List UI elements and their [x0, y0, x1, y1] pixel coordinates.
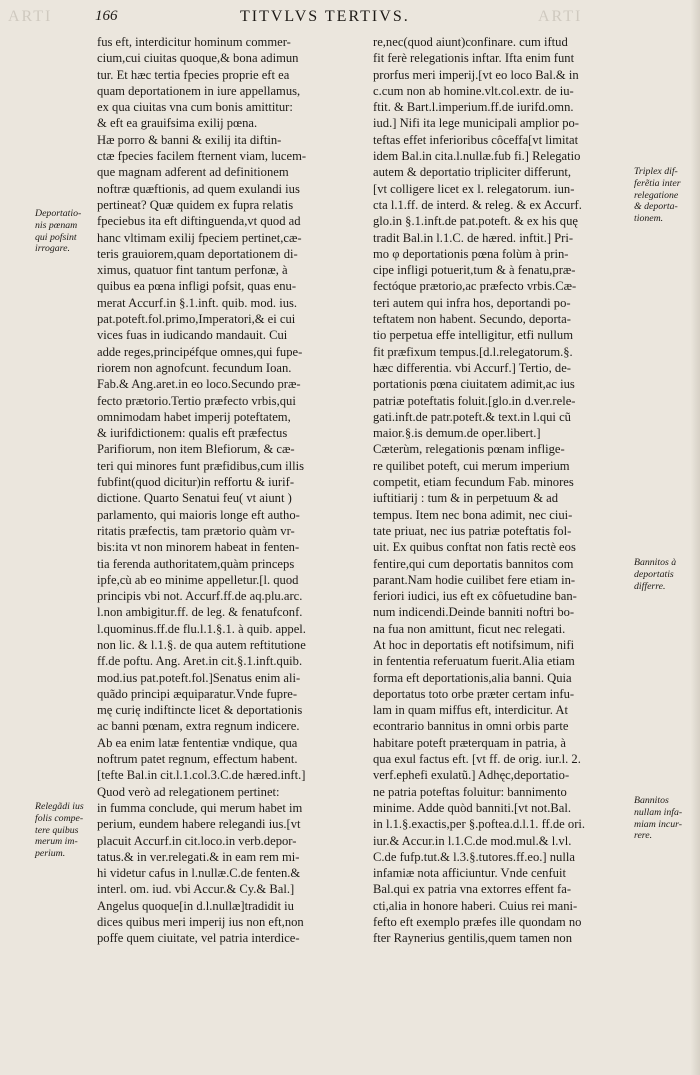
- text-line: tradit Bal.in l.1.C. de hæred. inftit.] Pri-: [373, 230, 574, 245]
- margin-note-line: tere quibus: [35, 824, 79, 836]
- text-line: Fab.& Ang.aret.in eo loco.Secundo præ-: [97, 377, 301, 392]
- text-line: Bal.qui ex patria vna extorres effent fa-: [373, 882, 572, 897]
- text-line: in fumma conclude, qui merum habet im: [97, 800, 303, 815]
- text-line: num indicendi.Deinde banniti noftri bo-: [373, 605, 575, 620]
- text-line: na fua non amittunt, ficut nec relegati.: [373, 621, 566, 636]
- margin-note-banniti-deportatis: [634, 557, 696, 592]
- text-line: noftræ quæftionis, ad quem exulandi ius: [97, 181, 300, 196]
- margin-note-line: merum im-: [35, 836, 78, 848]
- text-line: qua exul factus eft. [vt ff. de orig. iur.l. 2.: [373, 752, 581, 767]
- text-line: Cæterùm, relegationis pœnam inflige-: [373, 442, 565, 457]
- margin-note-line: rere.: [634, 830, 653, 842]
- text-line: fpeciebus ita eft diftinguenda,vt quod ad: [97, 214, 301, 229]
- margin-note-line: & deporta-: [634, 201, 678, 213]
- text-line: poffe quem ciuitate, vel patria interdice-: [97, 931, 300, 946]
- text-line: re quilibet poteft, cui merum imperium: [373, 458, 570, 473]
- text-line: fectóque prætorio,ac præfecto vrbis.Cæ-: [373, 279, 577, 294]
- bleed-through-text-left: ARTI: [8, 8, 53, 25]
- text-line: parlamento, qui maioris longe eft autho-: [97, 507, 300, 522]
- margin-note-line: nullam infa-: [634, 806, 683, 818]
- text-line: ritatis præfectis, tam prætorio quàm vr-: [97, 523, 295, 538]
- margin-note-line: miam incur-: [634, 818, 682, 830]
- margin-note-deportatio: [35, 208, 97, 255]
- text-line: quam deportationem in iure appellamus,: [97, 83, 301, 98]
- text-line: hæc differentia. vbi Accurf.] Tertio, de-: [373, 360, 571, 375]
- text-line: c.cum non ab homine.vlt.col.extr. de iu-: [373, 83, 574, 98]
- margin-note-line: Deportatio-: [35, 208, 82, 219]
- text-line: fit ferè relegationis inftar. Ifta enim funt: [373, 51, 575, 66]
- text-line: glo.in §.1.inft.de pat.poteft. & ex his quę: [373, 214, 578, 229]
- text-line: fter Raynerius gentilis,quem tamen non: [373, 931, 573, 946]
- text-line: quibus ea pœna infligi pofsit, quas enu-: [97, 279, 297, 294]
- margin-note-line: qui pofsint: [35, 231, 77, 243]
- text-line: bis:ita vt non minorem habeat in fenten-: [97, 540, 300, 555]
- text-line: quãdo principi æquiparatur.Vnde fupre-: [97, 686, 298, 701]
- text-line: que magnam adferent ad definitionem: [97, 165, 289, 180]
- text-line: fecto prætorio.Tertio præfecto vrbis,qui: [97, 393, 296, 408]
- text-line: prorfus meri imperij.[vt eo loco Bal.& in: [373, 67, 579, 82]
- text-line: gati.inft.de patr.poteft.& text.in l.qui cũ: [373, 409, 571, 424]
- text-line: fus eft, interdicitur hominum commer-: [97, 35, 291, 49]
- text-line: teri qui minores funt præfidibus,cum illis: [97, 458, 305, 473]
- margin-note-line: ferẽtia inter: [634, 177, 681, 189]
- text-line: parant.Nam hodie cuilibet fere etiam in-: [373, 572, 576, 587]
- margin-note-line: deportatis: [634, 568, 674, 580]
- margin-note-line: perium.: [35, 848, 66, 860]
- margin-note-line: differre.: [634, 580, 666, 592]
- text-line: dictione. Quarto Senatui feu( vt aiunt ): [97, 491, 292, 506]
- text-line: teftas effet inferioribus côceffa[vt limitat: [373, 132, 579, 147]
- text-line: tia ferenda authoritatem,quàm princeps: [97, 556, 295, 571]
- margin-note-line: Bannitos: [634, 795, 669, 806]
- text-line: interl. om. iud. vbi Accur.& Cy.& Bal.]: [97, 882, 295, 897]
- text-line: habitare poteft præterquam in patria, à: [373, 735, 567, 750]
- text-line: dices quibus meri imperij ius non eft,non: [97, 915, 304, 930]
- text-line: omnimodam habet imperij poteftatem,: [97, 409, 291, 424]
- text-line: hanc vltimam exilij fpeciem pertinet,cæ-: [97, 230, 302, 245]
- text-line: deportatus toto orbe præter certam infu-: [373, 686, 575, 701]
- text-line: tempus. Item nec bona adimit, nec ciui-: [373, 507, 573, 522]
- text-line: principis vbi not. Accurf.ff.de aq.plu.arc.: [97, 589, 303, 604]
- text-line: C.de fufp.tut.& l.3.§.tutores.ff.eo.] nulla: [373, 849, 575, 864]
- text-line: fentire,qui cum deportatis bannitos com: [373, 556, 574, 571]
- text-line: mę curię indiftincte licet & deportationis: [97, 703, 303, 718]
- margin-note-triplex: [634, 166, 696, 225]
- text-line: fefto eft exemplo præfes ille quondam no: [373, 915, 582, 930]
- text-line: verf.ephefi exulatũ.] Adhęc,deportatio-: [373, 768, 570, 783]
- text-line: in fententia referuatum fuerit.Alia etiam: [373, 654, 575, 669]
- text-line: mod.ius pat.poteft.fol.]Senatus enim ali-: [97, 670, 301, 685]
- page-header: [0, 8, 700, 32]
- text-line: ctæ fpecies facilem fternent viam, lucem-: [97, 149, 307, 164]
- text-line: & eft ea grauifsima exilij pœna.: [97, 116, 258, 131]
- text-line: ne patria poteftas foluitur: bannimento: [373, 784, 567, 799]
- text-line: Ab ea enim latæ fententiæ vndique, qua: [97, 735, 298, 750]
- text-line: tate priuat, nec ius patriæ poteftatis fol-: [373, 523, 572, 538]
- text-line: pat.poteft.fol.primo,Imperatori,& ei cui: [97, 312, 296, 327]
- text-line: portationis pœna ciuitatem adimit,ac ius: [373, 377, 575, 392]
- text-line: vices fuas in iudicando mandauit. Cui: [97, 328, 288, 343]
- text-line: l.quominus.ff.de flu.l.1.§.1. à quib. appel.: [97, 621, 306, 636]
- text-line: teri autem qui infra hos, deportandi po-: [373, 295, 571, 310]
- text-line: hi videtur cafus in l.nullæ.C.de fenten.&: [97, 866, 301, 881]
- text-line: Quod verò ad relegationem pertinet:: [97, 784, 280, 799]
- text-line: patriæ poteftatis foluit.[glo.in d.ver.rele-: [373, 393, 576, 408]
- text-line: noftrum patet regnum, effectum habent.: [97, 752, 298, 767]
- text-line: iur.& Accur.in l.1.C.de mod.mul.& l.vl.: [373, 833, 572, 848]
- text-line: Hæ porro & banni & exilij ita diftin-: [97, 132, 282, 147]
- margin-note-line: irrogare.: [35, 243, 70, 255]
- margin-note-line: tionem.: [634, 213, 664, 225]
- text-line: [vt colligere licet ex l. relegatorum. iun-: [373, 181, 575, 196]
- margin-note-line: Relegãdi ius: [35, 801, 84, 812]
- text-line: tio perpetua effe intelligitur, etfi nullum: [373, 328, 574, 343]
- margin-note-line: Triplex dif-: [634, 166, 678, 177]
- text-line: uit. Ex quibus conftat non fatis rectè eos: [373, 540, 576, 555]
- text-line: adde reges,principéfque omnes,qui fupe-: [97, 344, 303, 359]
- text-line: iuftitiarij : tum & in perpetuum & ad: [373, 491, 559, 506]
- text-line: econtrario bannitus in omni orbis parte: [373, 719, 569, 734]
- text-line: ipfe,cù ab eo minime appelletur.[l. quod: [97, 572, 299, 587]
- text-line: in l.1.§.exactis,per §.poftea.d.l.1. ff.de ori.: [373, 817, 586, 832]
- text-line: At hoc in deportatis eft notifsimum, nifi: [373, 637, 575, 652]
- text-line: forma eft deportationis,alia banni. Quia: [373, 670, 572, 685]
- text-line: Parifiorum, non item Blefiorum, & cæ-: [97, 442, 295, 457]
- text-line: & iurifdictionem: qualis eft præfectus: [97, 426, 288, 441]
- text-line: Angelus quoque[in d.l.nullæ]tradidit iu: [97, 898, 294, 913]
- text-line: maior.§.is demum.de oper.libert.]: [373, 426, 541, 441]
- text-line: non lic. & l.1.§. de qua autem reftitutione: [97, 637, 306, 652]
- text-line: idem Bal.in cita.l.nullæ.fub fi.] Relegatio: [373, 149, 581, 164]
- text-line: cta l.1.ff. de interd. & releg. & ex Accurf.: [373, 197, 582, 212]
- text-line: tur. Et hæc tertia fpecies proprie eft ea: [97, 67, 290, 82]
- text-line: ximus, quatuor fint tantum perfonæ, à: [97, 263, 288, 278]
- text-line: tatus.& in ver.relegati.& in eam rem mi-: [97, 849, 300, 864]
- text-line: cipe infligi potuerit,tum & à fenatu,præ-: [373, 263, 576, 278]
- text-line: fit præfixum tempus.[d.l.relegatorum.§.: [373, 344, 573, 359]
- text-line: lam in quam miffus eft, interdicitur. At: [373, 703, 568, 718]
- text-line: re,nec(quod aiunt)confinare. cum iftud: [373, 35, 568, 49]
- margin-note-banniti-infamia: [634, 795, 696, 842]
- text-line: iud.] Nifi ita lege municipali amplior po-: [373, 116, 579, 131]
- text-line: feriori iudici, ius eft ex côfuetudine ban-: [373, 589, 577, 604]
- margin-note-line: relegatione: [634, 189, 679, 201]
- text-line: ftit. & Bart.l.imperium.ff.de iurifd.omn.: [373, 100, 574, 115]
- margin-note-line: nis pœnam: [35, 219, 78, 231]
- text-line: teftatem non habent. Secundo, deporta-: [373, 312, 571, 327]
- left-text-column: [97, 34, 359, 947]
- text-line: autem & deportatio tripliciter differunt,: [373, 165, 572, 180]
- margin-note-relegandi: [35, 801, 97, 860]
- text-line: cium,cui ciuitas quoque,& bona adimun: [97, 51, 299, 66]
- text-line: placuit Accurf.in cit.loco.in verb.depor-: [97, 833, 297, 848]
- right-text-column: [373, 34, 631, 947]
- bleed-through-text-right: ARTI: [538, 8, 583, 25]
- text-line: l.non ambigitur.ff. de leg. & fenatufconf.: [97, 605, 303, 620]
- text-line: ff.de poftu. Ang. Aret.in cit.§.1.inft.quib.: [97, 654, 303, 669]
- text-line: pertineat? Quæ quidem ex fupra relatis: [97, 197, 294, 212]
- text-line: cti,alia in honore haberi. Cuius rei mani-: [373, 898, 578, 913]
- margin-note-line: Bannitos à: [634, 557, 677, 568]
- text-line: competit, etiam fecundum Fab. minores: [373, 475, 574, 490]
- margin-note-line: folis compe-: [35, 812, 84, 824]
- text-line: ex qua ciuitas vna cum bonis amittitur:: [97, 100, 293, 115]
- running-title: TITVLVS TERTIVS.: [240, 8, 410, 25]
- text-line: teris grauiorem,quam deportationem di-: [97, 246, 298, 261]
- text-line: mo φ deportationis pœna folùm à prin-: [373, 246, 569, 261]
- text-line: perium, eundem habere relegandi ius.[vt: [97, 817, 301, 832]
- text-line: ac banni pœnam, extra regnum indicere.: [97, 719, 300, 734]
- page-number: 166: [95, 8, 118, 24]
- text-line: riorem non agnofcunt. fecundum Ioan.: [97, 360, 292, 375]
- text-line: infamiæ nota afficiuntur. Vnde cenfuit: [373, 866, 566, 881]
- page-edge-shadow: [690, 0, 700, 1075]
- text-line: minime. Adde quòd banniti.[vt not.Bal.: [373, 800, 571, 815]
- text-line: fubfint(quod dicitur)in reffortu & iurif-: [97, 475, 295, 490]
- text-line: merat Accurf.in §.1.inft. quib. mod. ius.: [97, 295, 298, 310]
- text-line: [tefte Bal.in cit.l.1.col.3.C.de hæred.inft.]: [97, 768, 306, 783]
